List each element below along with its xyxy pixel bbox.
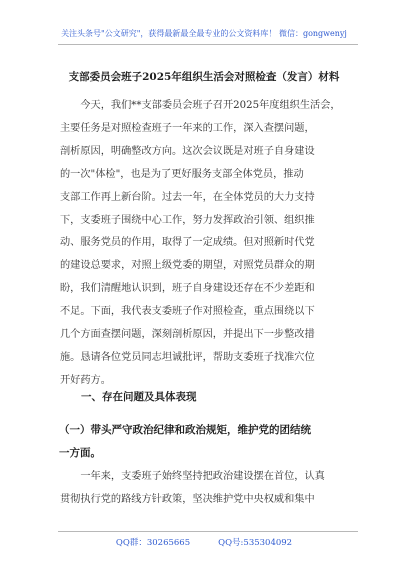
footer bbox=[0, 536, 408, 548]
subsection-heading-line: （一）带头严守政治纪律和政治规矩，维护党的团结统 bbox=[59, 424, 311, 436]
paragraph-line: 剖析原因，明确整改方向。这次会议既是对班子自身建设 bbox=[60, 145, 315, 157]
section-heading: 一、存在问题及具体表现 bbox=[81, 391, 197, 403]
body-paragraph-container bbox=[60, 466, 360, 512]
paragraph-line: 盼，我们清醒地认识到，班子自身建设还存在不少差距和 bbox=[60, 283, 315, 295]
document-title: 支部委员会班子2025年组织生活会对照检查（发言）材料 bbox=[68, 71, 340, 83]
paragraph-line: 施。恳请各位党员同志坦诚批评，帮助支委班子找准穴位 bbox=[60, 351, 315, 363]
footer-qq-group: QQ群：30265665 bbox=[115, 538, 191, 548]
paragraph-line: 一年来，支委班子始终坚持把政治建设摆在首位，认真 bbox=[60, 471, 325, 482]
footer-qq-number: QQ号:535304092 bbox=[218, 538, 293, 548]
subsection-heading bbox=[59, 419, 359, 465]
paragraph-line: 贯彻执行党的路线方针政策，坚决维护党中央权威和集中 bbox=[60, 493, 315, 505]
paragraph-line: 的建设总要求，对照上级党委的期望，对照党员群众的期 bbox=[60, 260, 315, 272]
header-divider bbox=[58, 44, 358, 45]
paragraph-line: 支部工作再上新台阶。过去一年，在全体党员的大力支持 bbox=[60, 191, 315, 203]
paragraph-line: 今天，我们**支部委员会班子召开2025年度组织生活会， bbox=[60, 100, 341, 111]
footer-divider bbox=[58, 531, 358, 532]
body-paragraph bbox=[60, 466, 360, 512]
header-banner: 关注头条号"公文研究"，获得最新最全最专业的公文资料库！ 微信：gongwenyj bbox=[61, 29, 347, 38]
paragraph-line: 几个方面查摆问题，深刻剖析原因，并提出下一步整改措 bbox=[60, 329, 315, 341]
intro-paragraph bbox=[60, 95, 356, 393]
paragraph-line: 动、服务党员的作用，取得了一定成绩。但对照新时代党 bbox=[60, 237, 315, 249]
paragraph-line: 主要任务是对照检查班子一年来的工作，深入查摆问题， bbox=[60, 122, 315, 134]
paragraph-line: 下，支委班子围绕中心工作，努力发挥政治引领、组织推 bbox=[60, 214, 315, 226]
paragraph-line: 的一次"体检"，也是为了更好服务支部全体党员，推动 bbox=[60, 168, 304, 180]
paragraph-line: 不足。下面，我代表支委班子作对照检查，重点围绕以下 bbox=[60, 306, 315, 318]
subsection-heading-line: 一方面。 bbox=[59, 447, 101, 459]
paragraph-line: 开好药方。 bbox=[60, 374, 111, 386]
intro-paragraph-container bbox=[60, 95, 356, 393]
